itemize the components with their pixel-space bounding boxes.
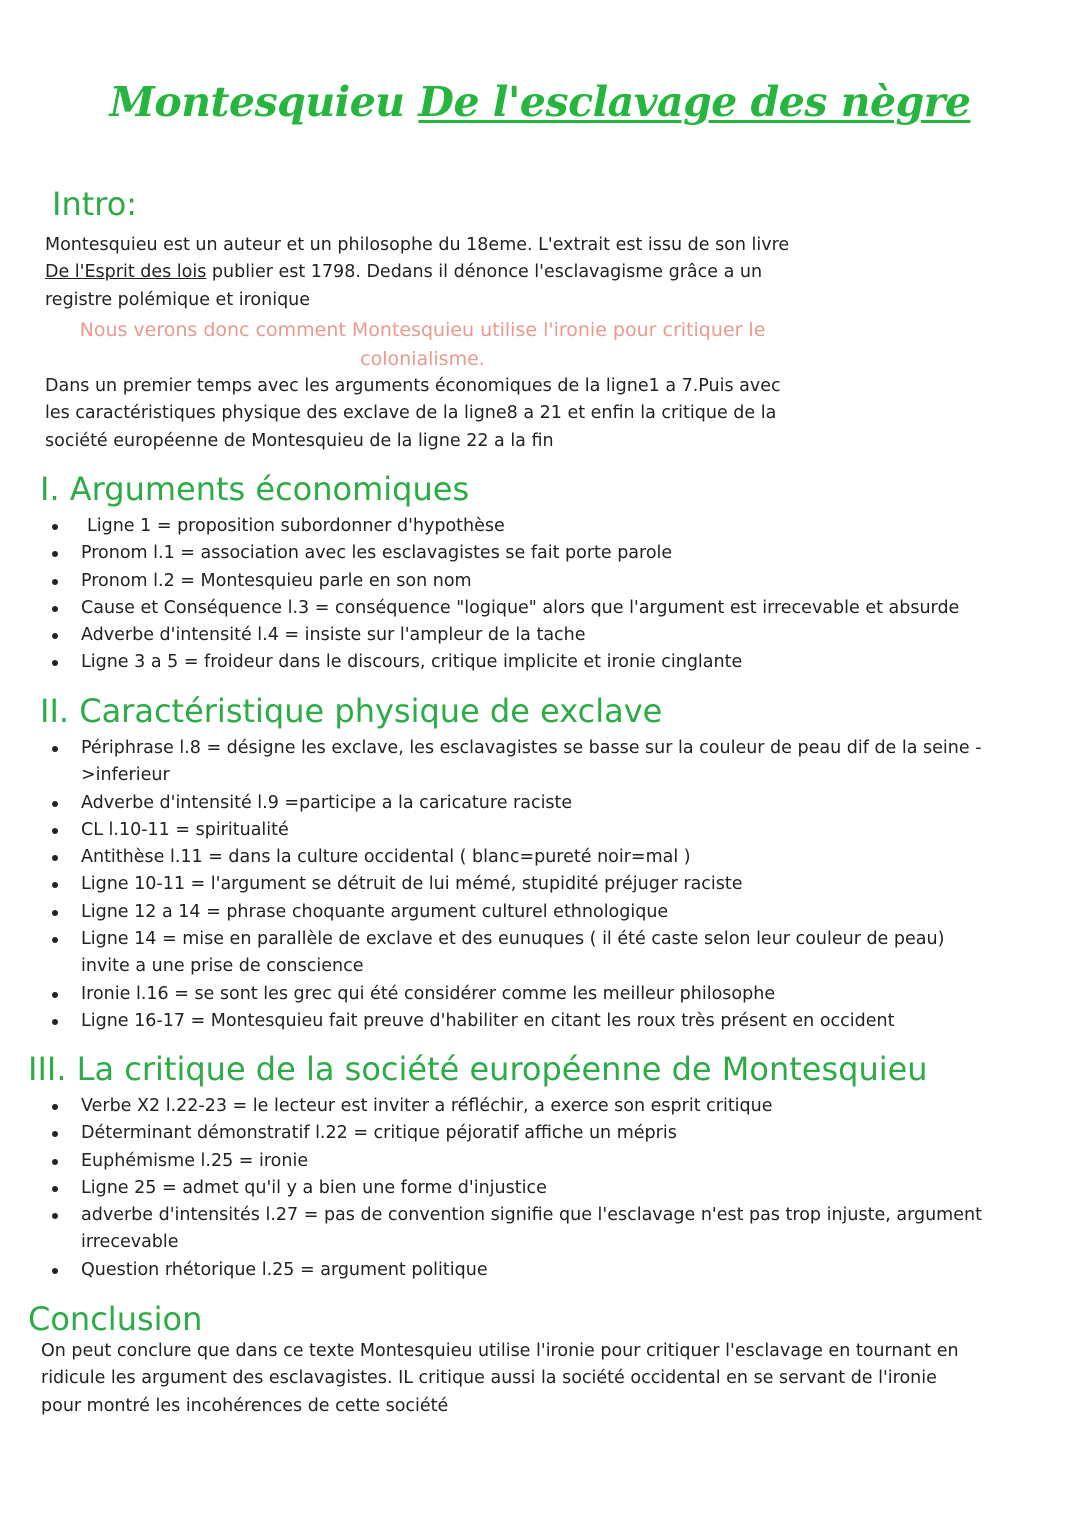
list-item: Ligne 3 a 5 = froideur dans le discours, critique implicite et ironie cinglante	[52, 649, 991, 676]
list-item: Déterminant démonstratif l.22 = critique péjoratif affiche un mépris	[52, 1120, 991, 1147]
list-item: Ironie l.16 = se sont les grec qui été considérer comme les meilleur philosophe	[52, 981, 991, 1008]
part3-list	[52, 1093, 991, 1284]
book-title: De l'Esprit des lois	[45, 262, 207, 283]
conclusion-paragraph: On peut conclure que dans ce texte Montesquieu utilise l'ironie pour critiquer l'esclavage en tournant en ridicule les argument des esclavagistes. IL critique aussi la société occidental en se servant de l'ironie pour montré les incohérences de cette société	[41, 1341, 959, 1416]
list-item: Pronom l.1 = association avec les esclavagistes se fait porte parole	[52, 540, 991, 567]
part2-heading: II. Caractéristique physique de exclave	[40, 692, 663, 730]
part1-list	[52, 513, 997, 677]
list-item: Adverbe d'intensité l.9 =participe a la caricature raciste	[52, 790, 991, 817]
part1-heading: I. Arguments économiques	[40, 470, 470, 508]
part2-list	[52, 735, 991, 1035]
list-item: Question rhétorique l.25 = argument politique	[52, 1257, 991, 1284]
list-item: Verbe X2 l.22-23 = le lecteur est inviter a réfléchir, a exerce son esprit critique	[52, 1093, 991, 1120]
list-item: adverbe d'intensités l.27 = pas de convention signifie que l'esclavage n'est pas trop injuste, argument irrecevable	[52, 1202, 991, 1257]
page-title	[0, 78, 1080, 126]
intro-text-end: publier est 1798. Dedans il dénonce l'esclavagisme grâce a un registre polémique et ironique	[45, 262, 763, 310]
intro-text-start: Montesquieu est un auteur et un philosophe du 18eme. L'extrait est issu de son livre	[45, 235, 790, 255]
part3-heading: III. La critique de la société européenne de Montesquieu	[28, 1050, 928, 1088]
list-item: Cause et Conséquence l.3 = conséquence "logique" alors que l'argument est irrecevable et absurde	[52, 595, 991, 622]
list-item: Ligne 10-11 = l'argument se détruit de lui mémé, stupidité préjuger raciste	[52, 871, 991, 898]
list-item: Euphémisme l.25 = ironie	[52, 1148, 991, 1175]
list-item: Ligne 16-17 = Montesquieu fait preuve d'habiliter en citant les roux très présent en occident	[52, 1008, 991, 1035]
list-item: Pronom l.2 = Montesquieu parle en son nom	[52, 568, 991, 595]
list-item: Ligne 12 a 14 = phrase choquante argument culturel ethnologique	[52, 899, 991, 926]
intro-paragraph	[45, 232, 805, 314]
list-item: CL l.10-11 = spiritualité	[52, 817, 991, 844]
title-work: De l'esclavage des nègre	[418, 78, 971, 126]
list-item: Ligne 25 = admet qu'il y a bien une forme d'injustice	[52, 1175, 991, 1202]
conclusion-heading: Conclusion	[28, 1300, 203, 1338]
problematique: Nous verons donc comment Montesquieu utilise l'ironie pour critiquer le colonialisme.	[79, 319, 766, 370]
title-author: Montesquieu	[109, 78, 405, 126]
list-item: Adverbe d'intensité l.4 = insiste sur l'ampleur de la tache	[52, 622, 991, 649]
list-item: Périphrase l.8 = désigne les exclave, les esclavagistes se basse sur la couleur de peau dif de la seine ->inferieur	[52, 735, 991, 790]
list-item: Antithèse l.11 = dans la culture occidental ( blanc=pureté noir=mal )	[52, 844, 991, 871]
plan-paragraph: Dans un premier temps avec les arguments économiques de la ligne1 a 7.Puis avec les caractéristiques physique des exclave de la ligne8 a 21 et enfin la critique de la société européenne de Montesquieu de la ligne 22 a la fin	[45, 376, 781, 451]
list-item: Ligne 1 = proposition subordonner d'hypothèse	[52, 513, 997, 540]
list-item: Ligne 14 = mise en parallèle de exclave et des eunuques ( il été caste selon leur couleur de peau) invite a une prise de conscience	[52, 926, 991, 981]
intro-heading: Intro:	[52, 185, 138, 223]
